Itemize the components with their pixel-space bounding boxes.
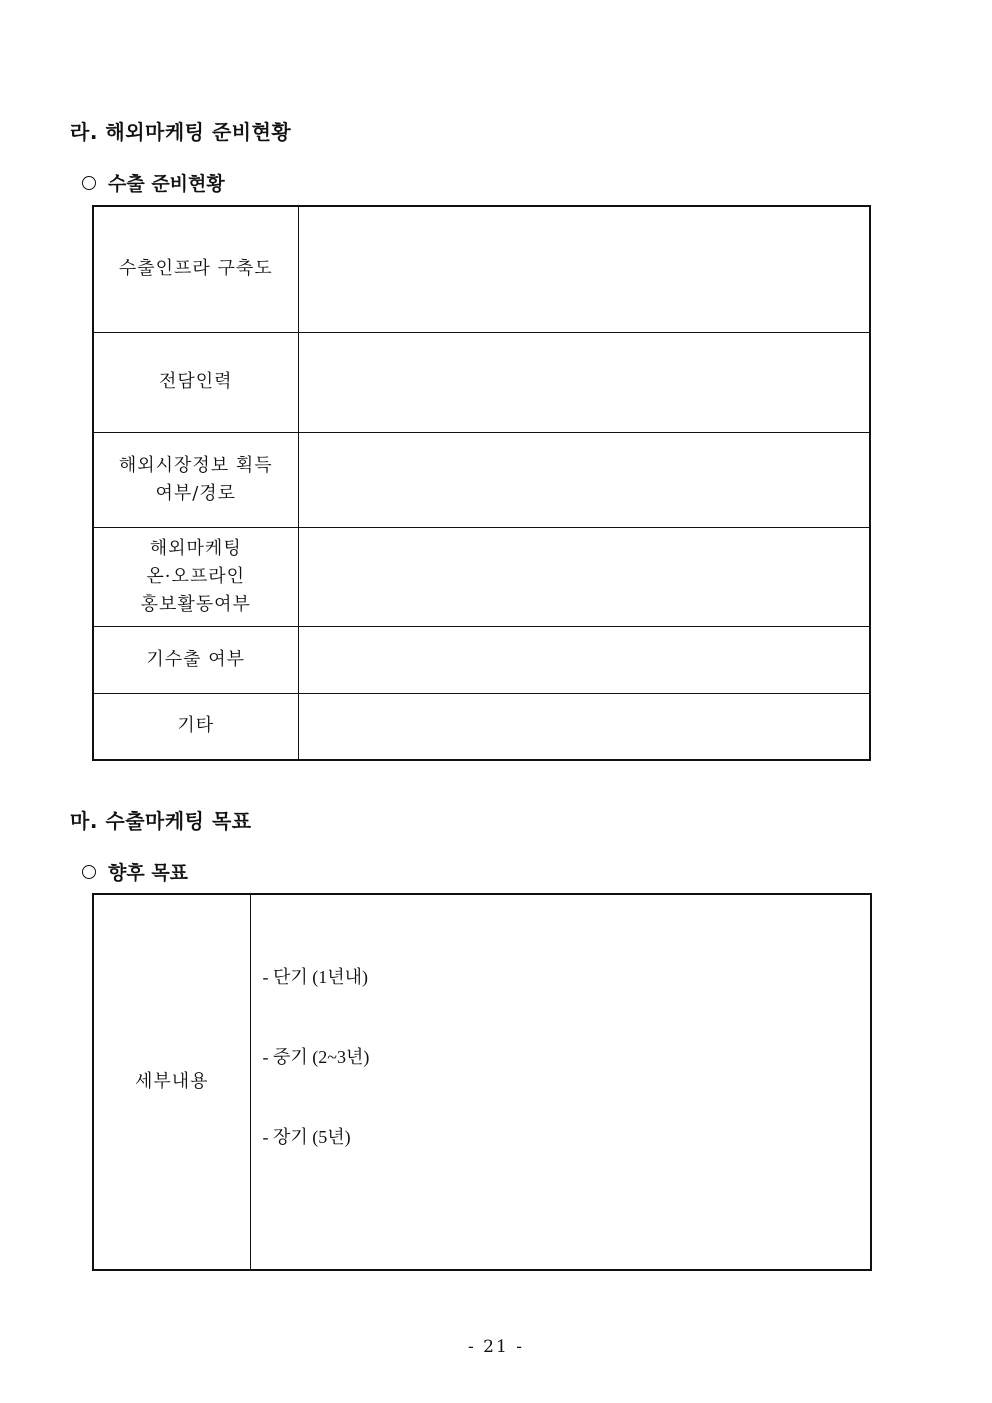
row-label xyxy=(93,693,298,760)
detail-content-cell[interactable] xyxy=(250,894,871,1270)
row-value-cell[interactable] xyxy=(298,693,870,760)
table-row xyxy=(93,332,870,432)
row-label-line: 홍보활동여부 xyxy=(140,593,251,615)
detail-label: 세부내용 xyxy=(93,894,250,1270)
table-row xyxy=(93,206,870,332)
table-row xyxy=(93,527,870,626)
table-row xyxy=(93,894,871,1270)
row-label xyxy=(93,206,298,332)
goal-list xyxy=(251,962,871,1202)
section-ma-subheading-text: 향후 목표 xyxy=(108,862,189,884)
row-value-cell[interactable] xyxy=(298,527,870,626)
row-label xyxy=(93,527,298,626)
table-row xyxy=(93,693,870,760)
row-label-line: 여부/경로 xyxy=(155,482,237,504)
row-label-line: 해외시장정보 획득 xyxy=(118,454,273,476)
row-value-cell[interactable] xyxy=(298,332,870,432)
row-label-line: 온·오프라인 xyxy=(146,565,246,587)
table-row xyxy=(93,626,870,693)
row-label xyxy=(93,332,298,432)
table-row xyxy=(93,432,870,527)
section-ra-subheading-text: 수출 준비현황 xyxy=(108,173,225,195)
row-label xyxy=(93,432,298,527)
row-label-line: 전담인력 xyxy=(158,371,233,392)
goal-item-short-term: - 단기 (1년내) xyxy=(262,967,369,987)
row-value-cell[interactable] xyxy=(298,206,870,332)
row-label-line: 해외마케팅 xyxy=(149,537,242,559)
row-label-line: 기수출 여부 xyxy=(146,648,246,670)
section-ma-subheading xyxy=(82,858,188,885)
section-ma-heading: 마. 수출마케팅 목표 xyxy=(70,809,252,833)
row-value-cell[interactable] xyxy=(298,432,870,527)
section-ra-heading: 라. 해외마케팅 준비현황 xyxy=(70,120,292,144)
goal-item-long-term: - 장기 (5년) xyxy=(262,1127,351,1147)
future-goals-table xyxy=(92,893,872,1271)
row-label xyxy=(93,626,298,693)
section-ra-subheading xyxy=(82,169,225,196)
page-number: - 21 - xyxy=(468,1337,524,1357)
row-label-line: 기타 xyxy=(177,715,215,737)
goal-item-mid-term: - 중기 (2~3년) xyxy=(262,1047,370,1067)
circle-bullet-icon xyxy=(82,865,96,879)
row-label-line: 수출인프라 구축도 xyxy=(118,258,273,280)
row-value-cell[interactable] xyxy=(298,626,870,693)
export-readiness-table xyxy=(92,205,871,761)
circle-bullet-icon xyxy=(82,176,96,190)
